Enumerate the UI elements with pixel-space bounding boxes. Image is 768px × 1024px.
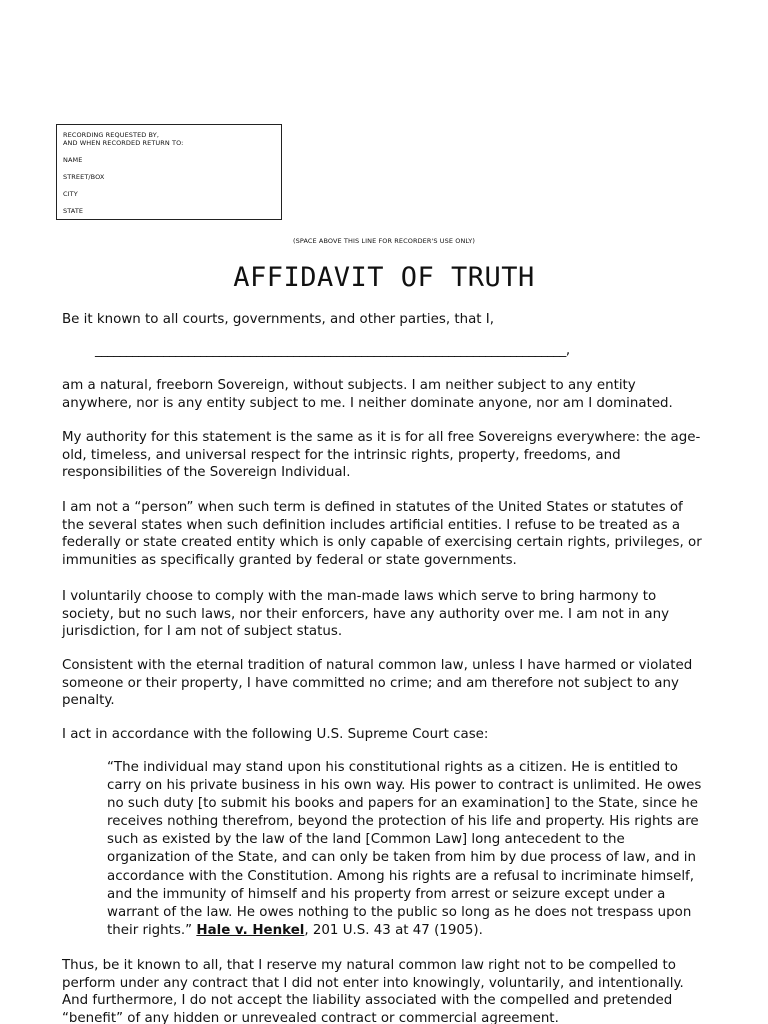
case-quote-text: “The individual may stand upon his constitutional rights as a citizen. He is entitled to carry on his private business in his own way. His power to contract is unlimited. He owes no such duty [to submit his books and papers for an examination] to the State, since he receives nothing therefrom, beyond the protection of his life and property. His rights are such as existed by the law of the land [Common Law] long antecedent to the organization of the State, and can only be taken from him by due process of law, and in accordance with the Constitution. Among his rights are a refusal to incriminate himself, and the immunity of himself and his property from arrest or seizure except under a warrant of the law. He owes nothing to the public so long as he does not trespass upon their rights.” — [107, 760, 702, 938]
document-title: AFFIDAVIT OF TRUTH — [233, 262, 535, 293]
state-label: STATE — [63, 207, 84, 215]
supreme-court-intro-paragraph: I act in accordance with the following U.S. Supreme Court case: — [62, 727, 489, 742]
sovereign-paragraph: am a natural, freeborn Sovereign, without subjects. I am neither subject to any entity anywhere, nor is any entity subject to me. I neither dominate anyone, nor am I dominated. — [62, 378, 673, 411]
name-blank-line: ____________________________________________________________________________, — [95, 343, 570, 358]
recorded-return-label: AND WHEN RECORDED RETURN TO: — [63, 139, 184, 147]
street-box-label: STREET/BOX — [63, 173, 105, 181]
case-citation: , 201 U.S. 43 at 47 (1905). — [304, 922, 483, 938]
case-quote — [107, 759, 707, 940]
intro-paragraph: Be it known to all courts, governments, and other parties, that I, — [62, 312, 494, 327]
city-label: CITY — [63, 190, 78, 198]
person-definition-paragraph: I am not a “person” when such term is defined in statutes of the United States or statutes of the several states when such definition includes artificial entities. I refuse to be treated as a federally or state created entity which is only capable of exercising certain rights, privileges, or immunities as specifically granted by federal or state governments. — [62, 500, 702, 568]
name-label: NAME — [63, 156, 83, 164]
recording-requested-label: RECORDING REQUESTED BY, — [63, 131, 160, 139]
authority-paragraph: My authority for this statement is the same as it is for all free Sovereigns everywhere: the age-old, timeless, and universal respect for the intrinsic rights, property, freedoms, and responsibilities of the Sovereign Individual. — [62, 430, 701, 481]
recording-box — [56, 124, 282, 220]
case-name-link[interactable]: Hale v. Henkel — [196, 922, 305, 938]
recorder-space-note: (SPACE ABOVE THIS LINE FOR RECORDER'S USE ONLY) — [292, 237, 475, 245]
common-law-paragraph: Consistent with the eternal tradition of natural common law, unless I have harmed or violated someone or their property, I have committed no crime; and am therefore not subject to any penalty. — [62, 658, 693, 709]
voluntary-compliance-paragraph: I voluntarily choose to comply with the man-made laws which serve to bring harmony to society, but no such laws, nor their enforcers, have any authority over me. I am not in any jurisdiction, for I am not of subject status. — [62, 589, 670, 640]
reservation-paragraph: Thus, be it known to all, that I reserve my natural common law right not to be compelled to perform under any contract that I did not enter into knowingly, voluntarily, and intentionally. And furthermore, I do not accept the liability associated with the compelled and pretended “benefit” of any hidden or unrevealed contract or commercial agreement. — [62, 958, 684, 1024]
